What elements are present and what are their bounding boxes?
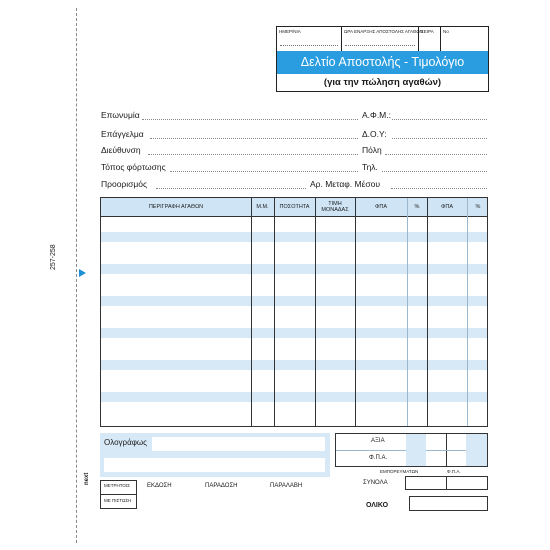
table-header xyxy=(101,198,487,217)
document-title: Δελτίο Αποστολής - Τιμολόγιο xyxy=(277,51,488,74)
col-vat-2: ΦΠΑ xyxy=(440,204,454,210)
goods-label: ΕΜΠΟΡΕΥΜΑΤΩΝ xyxy=(380,469,419,474)
address-field[interactable] xyxy=(148,154,358,155)
destination-field[interactable] xyxy=(156,188,306,189)
occupation-label: Επάγγελμα xyxy=(101,129,144,139)
amount-in-words-field-2[interactable] xyxy=(104,458,325,472)
delivery-label: ΠΑΡΑΔΟΣΗ xyxy=(205,483,238,489)
value-label: ΑΞΙΑ xyxy=(371,438,385,444)
brand-logo: next xyxy=(84,472,90,485)
time-label: ΩΡΑ ΕΝΑΡΞΗΣ ΑΠΟΣΤΟΛΗΣ ΑΓΑΘΩΝ xyxy=(344,29,423,34)
city-label: Πόλη xyxy=(362,145,382,155)
col-vat-1: ΦΠΑ xyxy=(374,204,388,210)
header-meta-row xyxy=(277,27,488,52)
doy-field[interactable] xyxy=(392,138,487,139)
perforation-line xyxy=(76,8,77,543)
destination-label: Προορισμός xyxy=(101,179,148,189)
table-row[interactable] xyxy=(101,264,487,274)
margin-arrow-icon xyxy=(79,269,86,277)
sum-label: ΣΥΝΟΛΑ xyxy=(363,480,388,486)
series-label: ΣΕΙΡΑ xyxy=(421,29,434,34)
afm-field[interactable] xyxy=(392,119,487,120)
col-unit-price: ΤΙΜΗ ΜΟΝΑΔΑΣ xyxy=(321,201,349,213)
vehicle-label: Αρ. Μεταφ. Μέσου xyxy=(310,179,380,189)
phone-label: Τηλ. xyxy=(362,162,378,172)
sum-field[interactable] xyxy=(405,476,488,490)
credit-option[interactable]: ΜΕ ΠΙΣΤΩΣΗ xyxy=(104,498,132,503)
loading-place-label: Τόπος φόρτωσης xyxy=(101,162,166,172)
vat-label: Φ.Π.Α. xyxy=(369,455,388,461)
col-quantity: ΠΟΣΟΤΗΤΑ xyxy=(279,204,310,210)
loading-place-field[interactable] xyxy=(170,171,358,172)
number-label: No xyxy=(443,29,449,34)
table-row[interactable] xyxy=(101,392,487,402)
table-row[interactable] xyxy=(101,328,487,338)
table-row[interactable] xyxy=(101,296,487,306)
date-cell[interactable] xyxy=(277,27,342,51)
col-unit: Μ.Μ. xyxy=(256,204,269,210)
totals-box xyxy=(335,433,488,467)
number-cell[interactable] xyxy=(441,27,490,51)
afm-label: Α.Φ.Μ.: xyxy=(362,110,391,120)
items-table xyxy=(100,197,488,427)
vat-small-label: Φ.Π.Α. xyxy=(447,469,461,474)
date-label: ΗΜΕΡ/ΝΙΑ xyxy=(279,29,301,34)
total-field[interactable] xyxy=(409,496,488,511)
name-field[interactable] xyxy=(142,119,358,120)
document-header xyxy=(276,26,489,92)
amount-in-words-field[interactable] xyxy=(152,437,325,451)
amount-in-words-label: Ολογράφως xyxy=(104,438,148,447)
total-label: ΟΛΙΚΟ xyxy=(366,502,389,509)
doy-label: Δ.Ο.Υ: xyxy=(362,129,387,139)
address-label: Διεύθυνση xyxy=(101,145,141,155)
document-subtitle: (για την πώληση αγαθών) xyxy=(323,77,442,88)
vehicle-field[interactable] xyxy=(391,188,487,189)
issue-label: ΕΚΔΟΣΗ xyxy=(147,483,172,489)
table-row[interactable] xyxy=(101,232,487,242)
receipt-label: ΠΑΡΑΛΑΒΗ xyxy=(270,483,303,489)
name-label: Επωνυμία xyxy=(101,110,140,120)
form-code: 257-258 xyxy=(50,244,57,270)
table-row[interactable] xyxy=(101,360,487,370)
occupation-field[interactable] xyxy=(150,138,358,139)
col-vat-pct-1: % xyxy=(414,204,420,210)
phone-field[interactable] xyxy=(382,171,487,172)
series-cell[interactable] xyxy=(419,27,441,51)
time-cell[interactable] xyxy=(342,27,423,51)
cash-option[interactable]: ΜΕΤΡΗΤΟΙΣ xyxy=(104,483,130,488)
city-field[interactable] xyxy=(385,154,487,155)
col-description: ΠΕΡΙΓΡΑΦΗ ΑΓΑΘΩΝ xyxy=(148,204,204,210)
col-vat-pct-2: % xyxy=(475,204,481,210)
